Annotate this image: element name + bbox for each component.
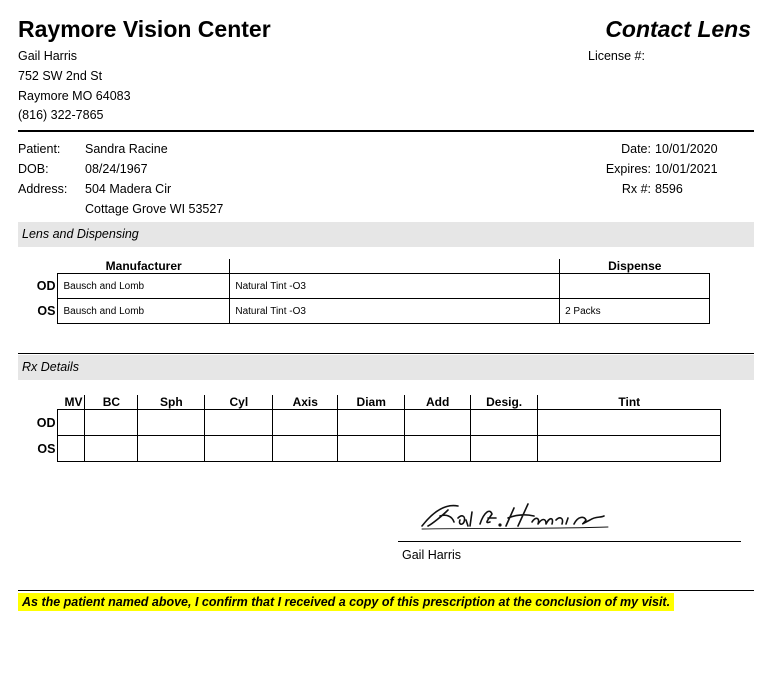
rx-cell <box>273 410 338 436</box>
eye-label-os: OS <box>37 441 56 456</box>
rx-cell <box>538 410 721 436</box>
signer-name: Gail Harris <box>402 548 462 562</box>
rx-number: 8596 <box>655 182 683 196</box>
rx-cell <box>273 436 338 462</box>
rx-cell <box>85 436 138 462</box>
product-header <box>230 259 560 274</box>
doctor-name: Gail Harris <box>18 49 78 63</box>
rx-col-header: Axis <box>273 395 338 410</box>
patient-address-line1: 504 Madera Cir <box>85 182 172 196</box>
manufacturer-cell: Bausch and Lomb <box>58 274 230 299</box>
rx-cell <box>538 436 721 462</box>
license-label: License #: <box>588 49 645 63</box>
product-cell: Natural Tint -O3 <box>230 299 560 324</box>
expires-label: Expires: <box>605 162 651 176</box>
table-row <box>31 299 710 324</box>
rx-cell <box>471 410 538 436</box>
dispense-cell <box>560 274 710 299</box>
table-row <box>31 410 721 436</box>
eye-label-od: OD <box>36 415 56 430</box>
rx-col-header: Cyl <box>205 395 273 410</box>
table-row <box>31 436 721 462</box>
dispense-cell: 2 Packs <box>560 299 710 324</box>
footer-divider <box>18 590 754 591</box>
rx-cell <box>85 410 138 436</box>
lens-header-spacer <box>31 259 58 274</box>
manufacturer-header: Manufacturer <box>58 259 230 274</box>
document-title: Contact Lens <box>605 16 751 42</box>
rx-cell <box>205 436 273 462</box>
header-divider <box>18 130 754 132</box>
manufacturer-cell: Bausch and Lomb <box>58 299 230 324</box>
rx-header-spacer <box>31 395 58 410</box>
date-label: Date: <box>621 142 651 156</box>
address-label: Address: <box>18 182 68 196</box>
rx-col-header: BC <box>85 395 138 410</box>
rx-col-header: Diam <box>338 395 405 410</box>
rx-col-header: Tint <box>618 395 641 409</box>
dob-label: DOB: <box>18 162 49 176</box>
rx-col-header: MV <box>58 395 85 410</box>
patient-confirmation-note: As the patient named above, I confirm that I received a copy of this prescription at the conclusion of my visit. <box>18 593 674 611</box>
rx-table <box>31 395 721 462</box>
signature-line <box>398 541 741 542</box>
rx-cell <box>405 436 471 462</box>
lens-section-header <box>18 222 754 247</box>
rx-cell <box>138 410 205 436</box>
rx-number-label: Rx #: <box>621 182 651 196</box>
rx-expires: 10/01/2021 <box>655 162 718 176</box>
rx-cell <box>58 410 85 436</box>
lens-section-title: Lens and Dispensing <box>22 227 139 241</box>
section-divider <box>18 353 754 354</box>
practice-address-line1: 752 SW 2nd St <box>18 69 103 83</box>
rx-cell <box>471 436 538 462</box>
eye-label-os: OS <box>37 304 56 318</box>
product-cell: Natural Tint -O3 <box>230 274 560 299</box>
signature <box>418 498 618 534</box>
rx-col-header: Desig. <box>471 395 538 410</box>
rx-cell <box>58 436 85 462</box>
patient-address-line2: Cottage Grove WI 53527 <box>85 202 224 216</box>
eye-label-od: OD <box>36 279 56 293</box>
rx-cell <box>405 410 471 436</box>
lens-table <box>31 259 710 324</box>
patient-name: Sandra Racine <box>85 142 168 156</box>
rx-col-header: Sph <box>138 395 205 410</box>
rx-cell <box>338 436 405 462</box>
dispense-header: Dispense <box>608 259 662 273</box>
practice-phone: (816) 322-7865 <box>18 108 104 122</box>
rx-section-header <box>18 355 754 380</box>
patient-label: Patient: <box>18 142 61 156</box>
rx-date: 10/01/2020 <box>655 142 718 156</box>
practice-name: Raymore Vision Center <box>18 16 271 42</box>
rx-cell <box>338 410 405 436</box>
rx-cell <box>138 436 205 462</box>
table-row <box>31 274 710 299</box>
patient-dob: 08/24/1967 <box>85 162 148 176</box>
rx-cell <box>205 410 273 436</box>
practice-address-line2: Raymore MO 64083 <box>18 89 131 103</box>
rx-section-title: Rx Details <box>22 360 79 374</box>
rx-col-header: Add <box>405 395 471 410</box>
